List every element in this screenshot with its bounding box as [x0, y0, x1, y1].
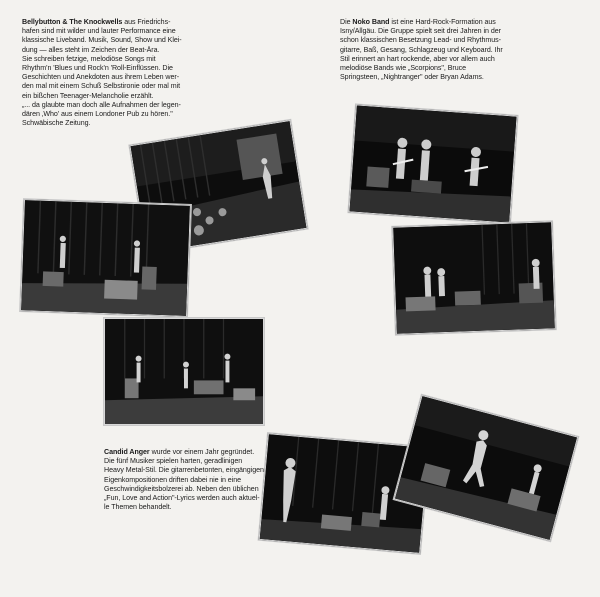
candid-line: Eigenkompositionen driften dabei nie in eine — [104, 475, 242, 484]
candid-line: le Themen behandelt. — [104, 503, 172, 512]
noko-line: gitarre, Baß, Gesang, Schlagzeug und Keyboard. Ihr — [340, 45, 503, 54]
concert-photo-band-wide — [392, 221, 556, 335]
bellybutton-line: dung — alles steht im Zeichen der Beat-Ära. — [22, 45, 160, 54]
noko-line: melodiöse Bands wie „Scorpions", Bruce — [340, 64, 467, 73]
band-name-candid: Candid Anger — [104, 448, 150, 456]
candid-description — [104, 448, 264, 512]
candid-line: Geschwindigkeitsbolzerei ab. Neben den üblichen — [104, 484, 259, 493]
noko-line: Isny/Allgäu. Die Gruppe spielt seit drei Jahren in der — [340, 27, 501, 36]
photo-image — [393, 222, 555, 333]
noko-line: Stil erinnert an hart rockende, aber vor allem auch — [340, 54, 495, 63]
bellybutton-line: „... da glaubte man doch alle Aufnahmen der legen- — [22, 100, 181, 109]
bellybutton-line: Bellybutton & The Knockwells aus Friedrichs- — [22, 18, 171, 26]
bellybutton-line: Rhythm'n 'Blues und Rock'n 'Roll-Einflüssen. Die — [22, 64, 173, 73]
photo-image — [349, 106, 516, 223]
band-name-bellybutton: Bellybutton & The Knockwells — [22, 18, 123, 26]
concert-photo-stage-wide — [104, 318, 264, 425]
bellybutton-line: dären ‚Who' aus einem Londoner Pub zu hören." — [22, 110, 173, 119]
noko-line: Die Noko Band ist eine Hard-Rock-Formation aus — [340, 18, 496, 26]
noko-line: Springsteen, „Nightranger" oder Bryan Adams. — [340, 73, 484, 82]
concert-photo-stage — [20, 199, 191, 317]
bellybutton-line: ein bißchen Teenager-Melancholie erzählt. — [22, 91, 154, 100]
bellybutton-line: klassische Liveband. Musik, Sound, Show und Klei- — [22, 36, 182, 45]
concert-photo-band — [348, 104, 517, 223]
band-name-noko: Noko Band — [352, 18, 390, 26]
bellybutton-line: hafen sind mit wilder und lauter Performance eine — [22, 27, 176, 36]
noko-description — [340, 18, 503, 82]
photo-image — [105, 319, 263, 424]
bellybutton-line: Schwäbische Zeitung. — [22, 119, 91, 128]
noko-line: schon klassischen Besetzung Lead- und Rhythmus- — [340, 36, 501, 45]
bellybutton-description — [22, 18, 182, 128]
bellybutton-line: Sie schreiben fetzige, melodiöse Songs mit — [22, 54, 156, 63]
candid-line: Die fünf Musiker spielen harten, geradlinigen — [104, 457, 243, 466]
bellybutton-line: den mal mit einem Schuß Selbstironie oder mal mit — [22, 82, 181, 91]
candid-line: Candid Anger wurde vor einem Jahr gegründet. — [104, 448, 255, 456]
photo-image — [21, 200, 190, 316]
bellybutton-line: Geschichten und Anekdoten aus ihrem Leben wer- — [22, 73, 180, 82]
candid-line: Heavy Metal-Stil. Die gitarrenbetonten, eingängigen — [104, 466, 264, 475]
candid-line: „Fun, Love and Action"-Lyrics werden auch aktuel- — [104, 494, 260, 503]
